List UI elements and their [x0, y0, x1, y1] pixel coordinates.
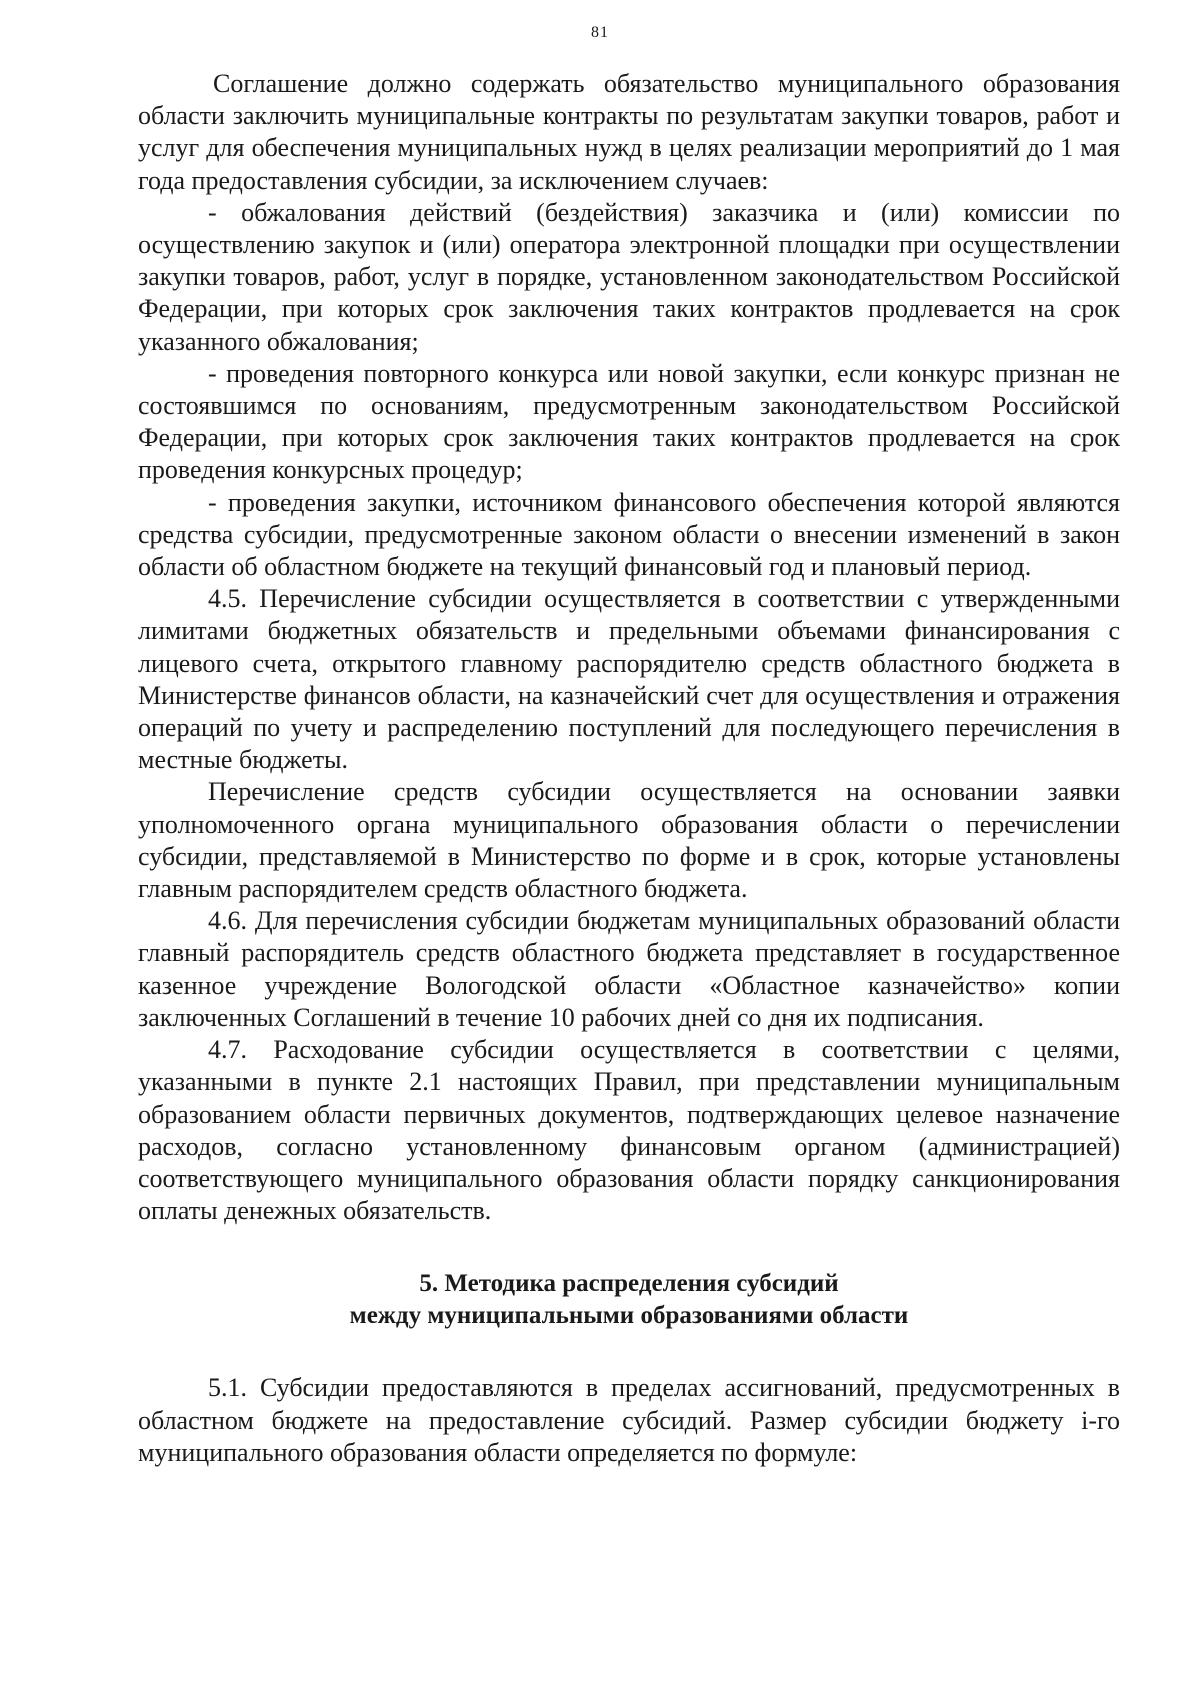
paragraph-4-5: 4.5. Перечисление субсидии осуществляется в соответствии с утвержденными лимитами бюджетных обязательств и предельными объемами финансирования с лицевого счета, открытого главному распорядителю средств областного бюджета в Министерстве финансов области, на казначейский счет для осуществления и отражения операций по учету и распределению поступлений для последующего перечисления в местные бюджеты. — [138, 584, 1120, 775]
paragraph-5-1: 5.1. Субсидии предоставляются в пределах ассигнований, предусмотренных в областном бюджете на предоставление субсидий. Размер субсидии бюджету i-го муниципального образования области определяется по формуле: — [138, 1373, 1120, 1467]
paragraph-exception-appeal: - обжалования действий (бездействия) заказчика и (или) комиссии по осуществлению закупок и (или) оператора электронной площадки при осуществлении закупки товаров, работ, услуг в порядке, установленном законодательством Российской Федерации, при которых срок заключения таких контрактов продлевается на срок указанного обжалования; — [138, 197, 1120, 356]
paragraph-4-6: 4.6. Для перечисления субсидии бюджетам муниципальных образований области главный распорядитель средств областного бюджета представляет в государственное казенное учреждение Вологодской области «Областное казначейство» копии заключенных Соглашений в течение 10 рабочих дней со дня их подписания. — [138, 906, 1120, 1032]
document-body — [138, 68, 1120, 1469]
paragraph-agreement-obligation: Соглашение должно содержать обязательство муниципального образования области заключить муниципальные контракты по результатам закупки товаров, работ и услуг для обеспечения муниципальных нужд в целях реализации мероприятий до 1 мая года предоставления субсидии, за исключением случаев: — [138, 69, 1120, 195]
paragraph-4-7: 4.7. Расходование субсидии осуществляется в соответствии с целями, указанными в пункте 2.1 настоящих Правил, при представлении муниципальным образованием области первичных документов, подтверждающих целевое назначение расходов, согласно установленному финансовым органом (администрацией) соответствующего муниципального образования области порядку санкционирования оплаты денежных обязательств. — [138, 1035, 1120, 1226]
section-heading-line-2: между муниципальными образованиями области — [349, 1302, 909, 1330]
paragraph-transfer-request: Перечисление средств субсидии осуществляется на основании заявки уполномоченного органа муниципального образования области о перечислении субсидии, представляемой в Министерство по форме и в срок, которые установлены главным распорядителем средств областного бюджета. — [138, 777, 1120, 904]
paragraph-exception-repeat-tender: - проведения повторного конкурса или новой закупки, если конкурс признан не состоявшимся по основаниям, предусмотренным законодательством Российской Федерации, при которых срок заключения таких контрактов продлевается на срок проведения конкурсных процедур; — [138, 358, 1120, 485]
paragraph-exception-budget-amendment: - проведения закупки, источником финансового обеспечения которой являются средства субсидии, предусмотренные законом области о внесении изменений в закон области об областном бюджете на текущий финансовый год и плановый период. — [138, 487, 1120, 582]
section-heading-line-1: 5. Методика распределения субсидий — [419, 1270, 839, 1298]
section-heading — [138, 1268, 1120, 1332]
page-number: 81 — [591, 24, 609, 41]
